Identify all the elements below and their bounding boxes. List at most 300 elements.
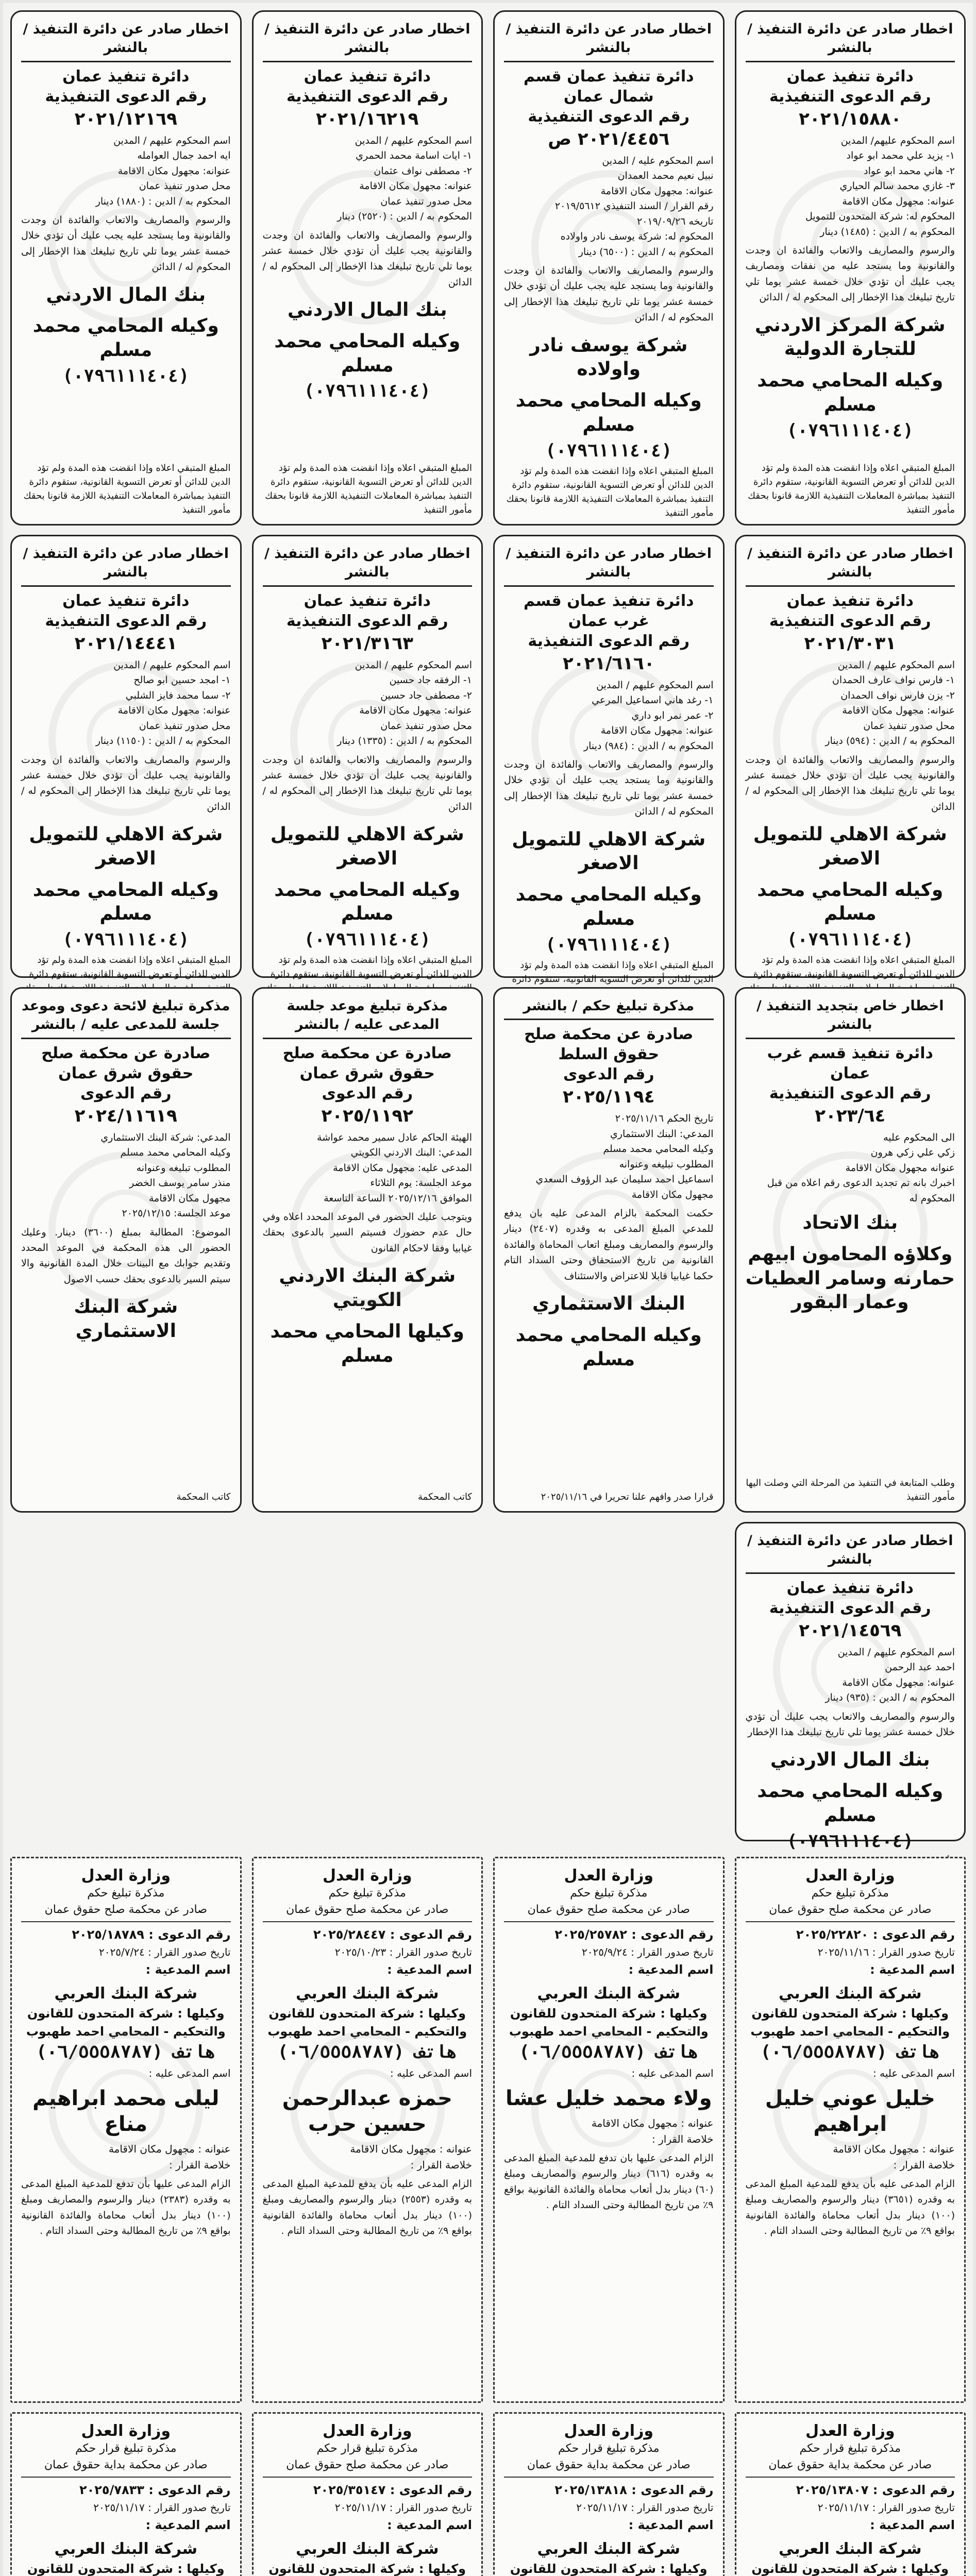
summary-label: خلاصة القرار : [410,2158,472,2171]
creditor-company: البنك الاستثماري [532,1293,685,1315]
summary-label: خلاصة القرار : [652,2132,714,2145]
case-number: ٢٠٢١/٣١٦٣ [321,633,413,654]
plaintiff-agent: وكيلها : شركة المتحدون للقانون والتحكيم - المحامي احمد طهبوب [267,2006,467,2039]
defendant-address: عنوانه : مجهول مكان الاقامة [108,2142,231,2155]
notice-card [735,1522,966,1852]
notice-card [10,10,242,526]
department-name: دائرة تنفيذ عمان [304,67,431,86]
plaintiff-bank: شركة البنك العربي [296,2540,439,2558]
notice-line: محل صدور تنفيذ عمان [863,720,955,732]
notice-line: المحكوم له: شركة يوسف نادر واولاده [560,231,714,243]
court-name: صادر عن محكمة صلح حقوق عمان [286,1903,449,1916]
plaintiff-agent: وكيلها : شركة المتحدون للقانون [751,2562,949,2576]
department-name: صادرة عن محكمة صلح حقوق شرق عمان [282,1044,452,1082]
notice-line: ١- رغد هاني اسماعيل المرعي [592,694,714,706]
creditor-company: شركة يوسف نادر واولاده [530,334,688,380]
notice-line: المحكوم به / الدين : (٢٥٢٠) دينار [337,211,472,223]
phone-number: (٠٧٩٦١١١٤٠٤) [786,1831,914,1852]
case-label: رقم الدعوى التنفيذية [769,1084,931,1103]
notice-line: اسم المحكوم عليه / المدين [602,155,714,166]
notice-header: اخطار صادر عن دائرة التنفيذ / بالنشر [746,1532,955,1574]
notice-card [735,10,966,526]
notice-line: عنوانه: مجهول مكان الاقامة [842,705,955,717]
department-name: دائرة تنفيذ عمان [304,591,431,610]
notice-body: حكمت المحكمة بالزام المدعى عليه بان يدفع للمدعي المبلغ المدعى به وقدره (٢٤٠٧) دينار والرسوم والمصاريف ومبلغ اتعاب المحاماة والفائدة القانونية من تاريخ الاستحقاق وحتى السداد التام حكما غيابيا قابلا للاعتراض والاستئناف [504,1208,714,1282]
spacer [746,444,955,461]
notice-line: وكيله المحامي محمد مسلم [603,1143,714,1155]
notice-header: اخطار خاص بتجديد التنفيذ / بالنشر [746,997,955,1039]
notice-title: مذكرة تبليغ قرار حكم [75,2442,177,2455]
case-label: رقم الدعوى التنفيذية [769,612,931,630]
plaintiff-bank: شركة البنك العربي [537,2540,680,2558]
court-name: صادر عن محكمة صلح حقوق عمان [527,1903,690,1916]
defendant-label: اسم المدعى عليه : [631,2066,714,2079]
summary-label: خلاصة القرار : [893,2158,955,2171]
phone-number: (٠٧٩٦١١١٤٠٤) [786,420,914,441]
notice-card [735,987,966,1513]
lawyer-name: وكيله المحامي محمد مسلم [757,370,944,415]
notice-line: اخبرك بانه تم تجديد الدعوى رقم اعلاه من قبل المحكوم له [767,1177,955,1204]
lawyer-name: وكيلها المحامي محمد مسلم [270,1320,464,1366]
divider [263,2477,473,2478]
notice-line: اسم المحكوم عليهم / المدين [113,134,231,146]
notice-line: اسم المحكوم عليهم / المدين [355,659,472,671]
plaintiff-label: اسم المدعية : [145,1962,231,1977]
notice-title: مذكرة تبليغ حكم [811,1887,889,1900]
notice-line: احمد عبد الرحمن [885,1662,955,1673]
notice-card [252,535,483,978]
newspaper-page [3,3,973,2576]
notice-card [10,987,242,1513]
department-name: صادرة عن محكمة صلح حقوق السلط [524,1025,694,1064]
notice-line: المحكوم به / الدين : (٦٥٠٠) دينار [578,246,714,258]
judgment-notice-card [252,1857,483,2403]
plaintiff-label: اسم المدعية : [870,1962,955,1977]
notice-line: ١- فارس نواف عارف الحمدان [832,674,955,686]
defendant-label: اسم المدعى عليه : [148,2066,231,2079]
phone-number: (٠٧٩٦١١١٤٠٤) [62,366,190,387]
spacer [21,389,231,461]
lawyer-name: وكلاؤه المحامون ابيهم حمارنه وسامر العطيات وعمار البقور [745,1243,955,1313]
divider [746,2477,955,2478]
judgment-notice-card [252,2412,483,2576]
decision-summary: الزام المدعى عليها بأن تدفع للمدعية المبلغ المدعى به وقدره (٢٣٨٣) دينار والرسوم والمصاريف ومبلغ (١٠٠) دينار بدل أتعاب محاماة والفائدة القانونية بواقع ٩٪ من تاريخ المطالبة وحتى السداد التام . [21,2178,231,2236]
case-number: ٢٠٢١/١٥٨٨٠ [799,108,902,129]
phone-number: هاتف (٠٦/٥٥٥٨٧٨٧) [519,2041,699,2062]
notice-line: اسم المحكوم عليهم / المدين [837,1646,955,1658]
notice-card [493,10,725,526]
notice-footer: المبلغ المتبقي اعلاه وإذا انقضت هذه المدة ولم تؤد الدين للدائن أو تعرض التسوية القانونية، ستقوم دائرة [753,955,955,980]
court-name: صادر عن محكمة صلح حقوق عمان [44,1903,207,1916]
creditor-company: شركة الاهلي للتمويل الاصغر [29,824,223,869]
department-name: دائرة تنفيذ عمان [786,1579,914,1597]
case-label: رقم الدعوى [322,1084,413,1103]
ministry-name: وزارة العدل [564,2422,653,2440]
notice-line: المدعى عليه: مجهول مكان الاقامة [333,1162,472,1174]
judgment-notice-card [735,1857,966,2403]
phone-number: هاتف (٠٦/٥٥٥٨٧٨٧) [36,2041,216,2062]
notice-line: عنوانه: مجهول مكان الاقامة [600,725,714,737]
case-number: رقم الدعوى : ٢٠٢٥/٢٨٤٤٧ [313,1927,472,1942]
notice-line: ١- يزيد علي محمد ابو عواد [846,150,955,162]
notice-line: المحكوم له: شركة المتحدون للتمويل [805,211,955,223]
lawyer-name: وكيله المحامي محمد مسلم [757,879,944,925]
notice-line: اسماعيل احمد سليمان عبد الرؤوف السعدي [535,1174,714,1185]
case-number: ٢٠٢١/٦١٦٠ [563,653,655,674]
notice-line: المطلوب تبليغه وعنوانه [136,1162,231,1174]
notice-header: اخطار صادر عن دائرة التنفيذ / بالنشر [504,545,714,587]
notice-line: المحكوم به / الدين : (٩٣٥) دينار [825,1692,955,1704]
notice-line: اسم المحكوم عليهم/ المدين [840,134,955,146]
notice-line: عنوانه: مجهول مكان الاقامة [359,180,472,192]
case-label: رقم الدعوى التنفيذية [528,632,690,650]
notice-body: والرسوم والمصاريف والاتعاب والفائدة ان وجدت والقانونية يجب عليك أن تؤدي خلال خمسة عشر يوما تلي تاريخ تبليغك هذا الإخطار إلى المحكوم له / الدائن [262,754,472,812]
plaintiff-agent: وكيلها : شركة المتحدون للقانون والتحكيم - المحامي احمد طهبوب [26,2006,226,2039]
plaintiff-bank: شركة البنك العربي [54,1985,197,2003]
notice-line: موعد الجلسة: يوم الثلاثاء [370,1177,472,1189]
plaintiff-bank: شركة البنك العربي [296,1985,439,2003]
notice-body: والرسوم والمصاريف والاتعاب والفائدة ان وجدت والقانونية وما يستجد يجب عليك أن تؤدي خلال خمسة عشر يوما تلي تاريخ تبليغك هذا الإخطار إلى المحكوم له / الدائن [504,759,714,818]
notice-line: المطلوب تبليغه وعنوانه [619,1158,714,1170]
notice-line: عنوانه: مجهول مكان الاقامة [359,705,472,717]
notice-title: مذكرة تبليغ قرار حكم [558,2442,660,2455]
case-number: رقم الدعوى : ٢٠٢٥/١٨٧٨٩ [72,1927,231,1942]
decision-date: تاريخ صدور القرار : ٢٠٢٥/١١/١٧ [576,2501,714,2514]
notice-card [10,535,242,978]
notice-line: ١- ايات اسامة محمد الحمري [356,150,472,162]
plaintiff-agent: وكيلها : شركة المتحدون للقانون والتحكيم - المحامي احمد طهبوب [750,2006,950,2039]
plaintiff-label: اسم المدعية : [145,2517,231,2532]
notice-line: محل صدور تنفيذ عمان [380,195,472,207]
plaintiff-bank: شركة البنك العربي [779,2540,922,2558]
case-number: ٢٠٢٣/٦٤ [815,1105,886,1126]
notice-title: مذكرة تبليغ حكم [328,1887,406,1900]
phone-number: (٠٧٩٦١١١٤٠٤) [545,934,672,955]
case-number: رقم الدعوى : ٢٠٢٥/٧٨٣٣ [79,2482,231,2497]
notice-line: المدعي: البنك الاستثماري [610,1128,714,1140]
case-number: ٢٠٢٤/١١٦١٩ [74,1105,177,1126]
judgment-notice-card [493,2412,725,2576]
plaintiff-label: اسم المدعية : [387,2517,472,2532]
case-number: رقم الدعوى : ٢٠٢٥/٢٢٨٢٠ [796,1927,955,1942]
department-name: دائرة تنفيذ عمان [62,67,190,86]
notice-body: ويتوجب عليك الحضور في الموعد المحدد اعلاه وفي حال عدم حضورك فسيتم السير بالدعوى بحقك غيابيا وفقا لاحكام القانون [262,1211,472,1254]
decision-date: تاريخ صدور القرار : ٢٠٢٥/١١/١٧ [334,2501,472,2514]
defendant-name: ليلى محمد ابراهيم مناع [32,2086,220,2136]
court-name: صادر عن محكمة بداية حقوق عمان [768,2458,932,2471]
divider [263,1921,473,1922]
notice-line: ايه احمد جمال العوامله [137,150,231,162]
notice-line: ١- امجد حسين ابو صالح [133,674,231,686]
case-number: ٢٠٢٥/١١٩٢ [321,1105,413,1126]
phone-number: (٠٧٩٦١١١٤٠٤) [786,929,914,951]
spacer [504,1374,714,1490]
notice-line: نبيل نعيم محمد العمدان [617,170,714,182]
phone-number: (٠٧٩٦١١١٤٠٤) [545,440,672,461]
case-label: رقم الدعوى [563,1065,654,1084]
case-label: رقم الدعوى التنفيذية [286,612,448,630]
case-label: رقم الدعوى التنفيذية [45,87,207,106]
department-name: دائرة تنفيذ عمان [62,591,190,610]
ministry-name: وزارة العدل [805,2422,895,2440]
lawyer-name: وكيله المحامي محمد مسلم [515,1324,702,1370]
divider [504,2477,714,2478]
court-name: صادر عن محكمة بداية حقوق عمان [527,2458,691,2471]
case-number: ٢٠٢١/١٤٤٤١ [74,633,177,654]
notice-header: مذكرة تبليغ موعد جلسة المدعى عليه / بالنشر [263,997,473,1039]
decision-date: تاريخ صدور القرار : ٢٠٢٥/٩/٢٤ [582,1945,714,1958]
divider [21,2477,231,2478]
plaintiff-agent: وكيلها : شركة المتحدون للقانون والتحكيم - المحامي احمد طهبوب [509,2006,709,2039]
notice-footer: المبلغ المتبقي اعلاه وإذا انقضت هذه المدة ولم تؤد الدين للدائن أو تعرض التسوية القانونية، ستقوم دائرة التنفيذ بمباشرة المعاملات التنفيذية اللازمة قانونا بحقك مأمور التنفيذ [23,463,231,515]
case-number: رقم الدعوى : ٢٠٢٥/٣٥١٤٧ [313,2482,472,2497]
notice-header: اخطار صادر عن دائرة التنفيذ / بالنشر [21,20,231,62]
decision-date: تاريخ صدور القرار : ٢٠٢٥/١١/١٧ [817,2501,955,2514]
summary-label: خلاصة القرار : [169,2158,231,2171]
plaintiff-bank: شركة البنك العربي [779,1985,922,2003]
ministry-name: وزارة العدل [564,1867,653,1885]
notice-line: المدعي: شركة البنك الاستثماري [100,1131,231,1143]
notice-title: مذكرة تبليغ قرار حكم [799,2442,901,2455]
court-name: صادر عن محكمة صلح حقوق عمان [769,1903,932,1916]
department-name: دائرة تنفيذ عمان قسم شمال عمان [524,67,694,106]
notice-line: تاريخه ٢٠١٩/٠٩/٢٦ [637,215,714,227]
court-name: صادر عن محكمة بداية حقوق عمان [44,2458,208,2471]
ministry-name: وزارة العدل [323,1867,412,1885]
notice-header: اخطار صادر عن دائرة التنفيذ / بالنشر [746,20,955,62]
notice-line: الموافق ٢٠٢٥/١٢/١٦ الساعة التاسعة [324,1192,472,1204]
spacer [263,1370,473,1490]
notice-line: زكي علي زكي هرون [870,1147,955,1159]
defendant-address: عنوانه : مجهول مكان الاقامة [591,2116,714,2129]
divider [504,1921,714,1922]
notice-footer: المبلغ المتبقي اعلاه وإذا انقضت هذه المدة ولم تؤد الدين للدائن أو تعرض التسوية القانونية، ستقوم دائرة التنفيذ بمباشرة المعاملات التنفيذية اللازمة قانونا بحقك مأمور التنفيذ [265,463,472,515]
creditor-company: شركة المركز الاردني للتجارة الدولية [754,314,946,360]
case-number: ٢٠٢٥/١١٩٤ [563,1087,655,1108]
department-name: صادرة عن محكمة صلح حقوق شرق عمان [41,1044,211,1082]
ministry-name: وزارة العدل [805,1867,895,1885]
notice-line: تاريخ الحكم ٢٠٢٥/١١/١٦ [615,1113,714,1125]
notice-footer: قرارا صدر وافهم علنا تحريرا في ٢٠٢٥/١١/١٦ [541,1492,714,1502]
judgment-notice-card [735,2412,966,2576]
notice-line: ٢- مصطفى نواف عثمان [374,165,472,177]
notice-title: مذكرة تبليغ قرار حكم [316,2442,418,2455]
judgment-notice-card [10,2412,242,2576]
notice-line: عنوانه: مجهول مكان الاقامة [117,705,231,717]
notice-line: محل صدور تنفيذ عمان [139,180,231,192]
decision-date: تاريخ صدور القرار : ٢٠٢٥/١٠/٢٣ [334,1945,472,1958]
lawyer-name: وكيله المحامي محمد مسلم [274,879,461,925]
execution-notices-section [10,10,966,1852]
notice-body: والرسوم والمصاريف والاتعاب والفائدة ان وجدت والقانونية وما يستجد عليه يجب عليك أن تؤدي خلال خمسة عشر يوما تلي تاريخ تبليغك هذا الإخطار إلى المحكوم له / الدائن [504,264,714,324]
spacer [263,404,473,461]
notice-line: محل صدور تنفيذ عمان [139,720,231,732]
notice-line: المحكوم به / الدين : (١١٥٠) دينار [95,735,231,747]
notice-line: موعد الجلسة: ٢٠٢٥/١٢/١٥ [122,1208,231,1219]
notice-line: اسم المحكوم عليهم / المدين [837,659,955,671]
notice-line: المحكوم به / الدين : (١٨٨٠) دينار [95,195,231,207]
notice-header: اخطار صادر عن دائرة التنفيذ / بالنشر [746,545,955,587]
notice-line: ١- الرفقه جاد حسين [389,674,472,686]
decision-date: تاريخ صدور القرار : ٢٠٢٥/١١/١٦ [817,1945,955,1958]
creditor-company: شركة البنك الاردني الكويتي [279,1265,456,1311]
case-label: رقم الدعوى التنفيذية [286,87,448,106]
notice-footer: المبلغ المتبقي اعلاه وإذا انقضت هذه المدة ولم تؤد الدين للدائن أو تعرض التسوية القانونية، ستقوم دائرة التنفيذ بمباشرة المعاملات التنفيذية اللازمة قانونا بحقك مأمور التنفيذ [506,465,714,518]
decision-summary: الزام المدعى عليها بان تدفع للمدعية المبلغ المدعى به وقدره (٦١٦) دينار والرسوم والمصاريف ومبلغ (٦٠) دينار بدل أتعاب محاماة والفائدة القانونية بواقع ٩٪ من تاريخ المطالبة وحتى السداد التام . [504,2152,714,2211]
case-label: رقم الدعوى التنفيذية [769,87,931,106]
notice-line: عنوانه: مجهول مكان الاقامة [600,185,714,197]
notice-line: وكيله المحامي محمد مسلم [120,1147,231,1159]
notice-footer: المبلغ المتبقي اعلاه وإذا انقضت هذه المدة ولم تؤد الدين للدائن أو تعرض التسوية القانونية، ستقوم دائرة التنفيذ بمباشرة المعاملات التنفيذية اللازمة قانونا بحقك مأمور التنفيذ [748,463,955,515]
case-number: ٢٠٢١/١٦٢١٩ [316,108,419,129]
creditor-company: بنك الاتحاد [802,1212,898,1234]
notice-footer: المبلغ المتبقي اعلاه وإذا انقضت هذه المدة ولم تؤد الدين للدائن أو تعرض التسوية القانونية، ستقوم دائرة [270,955,472,980]
creditor-company: شركة الاهلي للتمويل الاصغر [753,824,947,869]
notice-line: اسم المحكوم عليهم / المدين [596,679,714,691]
case-number: ٢٠٢١/٣٠٣١ [804,633,896,654]
notice-footer: المبلغ المتبقي اعلاه وإذا انقضت هذه المدة ولم تؤد الدين للدائن أو تعرض التسوية القانونية، ستقوم دائرة [29,955,231,980]
phone-number: (٠٧٩٦١١١٤٠٤) [62,929,190,951]
lawyer-name: وكيله المحامي محمد مسلم [515,390,702,435]
notice-line: المحكوم به / الدين : (٩٨٤) دينار [583,740,714,752]
judgment-notice-card [10,1857,242,2403]
notice-header: مذكرة تبليغ لائحة دعوى وموعد جلسة للمدعى عليه / بالنشر [21,997,231,1039]
notice-line: عنوانه: مجهول مكان الاقامة [842,1676,955,1688]
notice-line: ٢- يزن فارس نواف الحمدان [840,689,955,701]
plaintiff-agent: وكيلها : شركة المتحدون للقانون [27,2562,225,2576]
notice-footer: كاتب المحكمة [176,1492,231,1502]
notice-line: المحكوم به / الدين : (١٤٨٥) دينار [820,226,955,238]
plaintiff-label: اسم المدعية : [628,1962,714,1977]
case-label: رقم الدعوى [80,1084,172,1103]
lawyer-name: وكيله المحامي محمد مسلم [515,884,702,930]
notice-footer: وطلب المتابعة في التنفيذ من المرحلة التي وصلت اليها مأمور التنفيذ [746,1478,955,1502]
notice-card [252,987,483,1513]
defendant-address: عنوانه : مجهول مكان الاقامة [833,2142,955,2155]
notice-line: مجهول مكان الاقامة [631,1189,714,1200]
department-name: دائرة تنفيذ قسم غرب عمان [767,1044,933,1082]
notice-line: اسم المحكوم عليهم / المدين [113,659,231,671]
plaintiff-label: اسم المدعية : [628,2517,714,2532]
notice-header: اخطار صادر عن دائرة التنفيذ / بالنشر [21,545,231,587]
case-number: رقم الدعوى : ٢٠٢٥/٢٥٧٨٢ [554,1927,714,1942]
creditor-company: شركة الاهلي للتمويل الاصغر [512,828,706,874]
spacer [21,1346,231,1490]
notice-footer: كاتب المحكمة [418,1492,472,1502]
lawyer-name: وكيله المحامي محمد مسلم [757,1781,944,1826]
creditor-company: بنك المال الاردني [46,284,206,306]
defendant-label: اسم المدعى عليه : [872,2066,955,2079]
decision-date: تاريخ صدور القرار : ٢٠٢٥/٧/٢٤ [99,1945,231,1958]
case-number: ٢٠٢١/١٤٥٦٩ [799,1620,902,1641]
notice-line: المحكوم به / الدين : (١٣٣٥) دينار [337,735,472,747]
decision-summary: الزام المدعى عليه بأن يدفع للمدعية المبلغ المدعى به وقدره (٢٥٥٣) دينار والرسوم والمصاريف ومبلغ (١٠٠) دينار بدل أتعاب محاماة والفائدة القانونية بواقع ٩٪ من تاريخ المطالبة وحتى السداد التام . [262,2178,473,2236]
plaintiff-agent: وكيلها : شركة المتحدون للقانون [510,2562,708,2576]
notice-header: مذكرة تبليغ حكم / بالنشر [504,997,714,1020]
department-name: دائرة تنفيذ عمان قسم غرب عمان [524,591,694,630]
defendant-name: خليل عوني خليل ابراهيم [765,2086,935,2136]
plaintiff-agent: وكيلها : شركة المتحدون للقانون [268,2562,466,2576]
judgment-notice-card [493,1857,725,2403]
notice-body: والرسوم والمصاريف والاتعاب والفائدة ان وجدت والقانونية يجب عليك أن تؤدي خلال خمسة عشر يوما تلي تاريخ تبليغك هذا الإخطار إلى المحكوم له / الدائن [21,754,231,812]
creditor-company: شركة الاهلي للتمويل الاصغر [270,824,464,869]
decision-date: تاريخ صدور القرار : ٢٠٢٥/١١/١٧ [93,2501,231,2514]
phone-number: هاتف (٠٦/٥٥٥٨٧٨٧) [277,2041,457,2062]
notice-line: عنوانه مجهول مكان الاقامة [845,1162,955,1174]
lawyer-name: وكيله المحامي محمد مسلم [274,330,461,376]
notice-line: منذر سامر يوسف الخضر [129,1177,231,1189]
department-name: دائرة تنفيذ عمان [786,67,914,86]
defendant-name: ولاء محمد خليل عشا [505,2086,712,2110]
notice-line: اسم المحكوم عليهم / المدين [355,134,472,146]
notice-body: والرسوم والمصاريف والاتعاب والفائدة ان وجدت والقانونية يجب عليك أن تؤدي خلال خمسة عشر يوما تلي تاريخ تبليغك هذا الإخطار إلى المحكوم له / الدائن [262,229,472,288]
notice-header: اخطار صادر عن دائرة التنفيذ / بالنشر [263,545,473,587]
case-number: ٢٠٢١/١٢١٦٩ [74,108,177,129]
case-label: رقم الدعوى التنفيذية [528,107,690,126]
notice-line: المحكوم به / الدين : (٥٩٤) دينار [825,735,955,747]
plaintiff-label: اسم المدعية : [387,1962,472,1977]
notice-line: ٢- سما محمد فايز الشلبي [125,689,231,701]
notice-line: محل صدور تنفيذ عمان [380,720,472,732]
creditor-company: بنك المال الاردني [770,1749,930,1771]
lawyer-name: وكيله المحامي محمد مسلم [32,315,219,361]
case-label: رقم الدعوى التنفيذية [45,612,207,630]
notice-line: رقم القرار / السند التنفيذي ٢٠١٩/٥٦١٢ [554,200,714,212]
department-name: دائرة تنفيذ عمان [786,591,914,610]
notice-body: الموضوع: المطالبة بمبلغ (٣٦٠٠) دينار. وعليك الحضور الى هذه المحكمة في الموعد المحدد وتقديم جوابك مع البينات خلال المدة القانونية والا سيتم السير بالدعوى بحقك حسب الاصول [21,1226,231,1285]
notice-card [735,535,966,978]
notice-header: اخطار صادر عن دائرة التنفيذ / بالنشر [263,20,473,62]
court-notices-section [10,1857,966,2576]
notice-line: ٢- عمر نمر ابو داري [631,709,714,721]
notice-body: والرسوم والمصاريف والاتعاب والفائدة ان وجدت والقانونية وما يستجد عليه يجب عليك أن تؤدي خلال خمسة عشر يوما تلي تاريخ تبليغك هذا الإخطار إلى المحكوم له / الدائن [21,214,231,273]
court-name: صادر عن محكمة صلح حقوق عمان [286,2458,449,2471]
ministry-name: وزارة العدل [81,2422,171,2440]
notice-line: المدعي: البنك الاردني الكويتي [350,1147,472,1159]
notice-line: الهيئة الحاكم عادل سمير محمد عواشة [317,1131,472,1143]
case-number: ٢٠٢١/٤٤٥٦ ص [548,128,670,149]
notice-card [493,535,725,985]
notice-line: ٣- غازي محمد سالم الحياري [839,180,955,192]
lawyer-name: وكيله المحامي محمد مسلم [32,879,219,925]
divider [21,1921,231,1922]
defendant-address: عنوانه : مجهول مكان الاقامة [350,2142,472,2155]
decision-summary: الزام المدعى عليه بأن يدفع للمدعية المبلغ المدعى به وقدره (٣٦٥١) دينار والرسوم والمصاريف ومبلغ (١٠٠) دينار بدل أتعاب محاماة والفائدة القانونية بواقع ٩٪ من تاريخ المطالبة وحتى السداد التام . [745,2178,955,2236]
notice-card [493,987,725,1513]
notice-line: ٢- هاني محمد ابو عواد [864,165,955,177]
phone-number: هاتف (٠٦/٥٥٥٨٧٨٧) [760,2041,940,2062]
spacer [746,1317,955,1476]
plaintiff-bank: شركة البنك العربي [537,1985,680,2003]
notice-body: والرسوم والمصاريف والاتعاب والفائدة ان وجدت والقانونية يجب عليك أن تؤدي خلال خمسة عشر يوما تلي تاريخ تبليغك هذا الإخطار إلى المحكوم له / الدائن [745,754,955,812]
notice-title: مذكرة تبليغ حكم [87,1887,165,1900]
divider [746,1921,955,1922]
notice-line: مجهول مكان الاقامة [148,1192,231,1204]
notice-body: والرسوم والمصاريف والاتعاب يجب عليك أن تؤدي خلال خمسة عشر يوما تلي تاريخ تبليغك هذا الإخطار [745,1710,955,1738]
defendant-label: اسم المدعى عليه : [390,2066,472,2079]
notice-title: مذكرة تبليغ حكم [570,1887,648,1900]
defendant-name: حمزه عبدالرحمن حسين حرب [282,2086,452,2136]
plaintiff-label: اسم المدعية : [870,2517,955,2532]
case-number: رقم الدعوى : ٢٠٢٥/١٣٨٠٧ [796,2482,955,2497]
case-label: رقم الدعوى التنفيذية [769,1599,931,1617]
notice-line: الى المحكوم عليه [883,1131,955,1143]
notice-body: والرسوم والمصاريف والاتعاب والفائدة ان وجدت والقانونية وما يستجد عليه من نفقات ومصاريف يجب عليك أن تؤدي خلال خمسة عشر يوما تلي تاريخ تبليغك هذا الإخطار إلى المحكوم له / الدائن [745,244,955,303]
ministry-name: وزارة العدل [81,1867,171,1885]
ministry-name: وزارة العدل [323,2422,412,2440]
notice-line: عنوانه: مجهول مكان الاقامة [842,195,955,207]
plaintiff-bank: شركة البنك العربي [54,2540,197,2558]
